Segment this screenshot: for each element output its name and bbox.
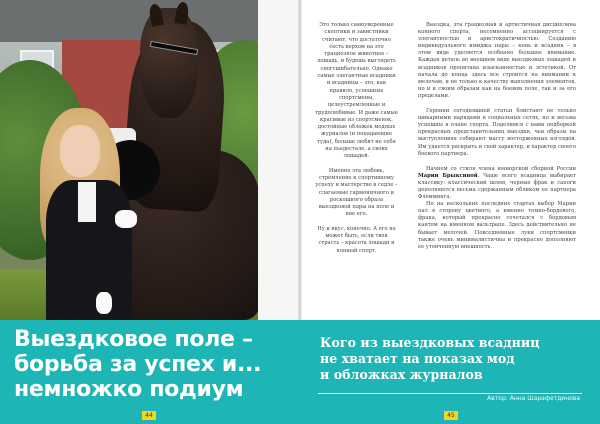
body-paragraph: Но на нескольких последних стартах выбор Марии пал в сторону цветного, а именно темно-бордового, фрака, который прекрасно сочетался с бордовым кантом на именном вальтрапе. Здесь действительно не бывает мелочей. Повседневные луки спортсменки также очень минималистичны и прекрасно дополняют ее утонченную внешность.: [418, 201, 576, 250]
middle-text-column: [315, 22, 398, 262]
left-headline: Выездковое поле – борьба за успех и... немножко подиум: [14, 327, 262, 402]
body-paragraph: Это только самоуверенные скептики и завистники считают, что достаточно сесть верхом на это грациозное животное – лошадь, и будешь выглядеть сногсшибательно. Однако самые элегантные всадники и всадницы – это, как правило, успешные спортсмены, целеустремленные и трудолюбивые. И даже самые красивые из спортсменок, достойные обложек модных журналов (и попадающие туда), больше любят не себя на пьедестале, а своих лошадей.: [315, 22, 398, 160]
rider-name: Марии Брыксиной: [418, 172, 478, 179]
body-paragraph: Именно эта любовь, стремление к спортивному успеху и мастерство в седле – слагаемые гармоничного и роскошного образа выездковой пары на поле и вне его.: [315, 167, 398, 218]
author-credit: Автор: Анна Шарафетдинова: [487, 395, 580, 402]
right-headline: Кого из выездковых всадниц не хватает на показах мод и обложках журналов: [320, 335, 540, 382]
right-text-column: [418, 22, 576, 251]
body-paragraph: Героини сегодняшней статьи блистают не только шикарными нарядами в социальных сетях, но и весьма успешны в плане спорта. Поделимся с вами подборкой прекрасных представительниц выездки, чьи образы на выступлениях собирают массу восторженных взглядов. Им удается раскрыть и свой характер, и характер своего боевого партнера.: [418, 108, 576, 157]
body-paragraph: Выездка, эта грациозная и артистичная дисциплина конного спорта, несомненно ассоциируется с элегантностью и аристократичностью. Созданию индивидуального имиджа пары – конь и всадник – в этом виде уделяется особенно большое внимание. Каждая деталь во внешнем виде выездковых лошадей и всадников пропитана изысканностью и эстетикой. От начала до конца здесь все строится на внимании к мелочам, и не только к качеству выполнения элементов, но и к своим образам как на боевом поле, так и за его пределами.: [418, 22, 576, 99]
body-paragraph: Начнем со стиля члена юниорской сборной России Марии Брыксиной. Чаще всего всадница выбирает классику: классический шлем, черные фрак и сапоги дополняются весьма сдержанным обликом ее партнера Флемминга.: [418, 165, 576, 201]
author-divider: [318, 393, 582, 394]
page-number-left: 44: [142, 411, 156, 420]
page-number-right: 45: [444, 411, 458, 420]
cover-photo-rider-with-horse: [0, 0, 258, 320]
body-paragraph: Ну и вкус, конечно. А его не может быть, если твоя страсть – красота лошади и конный спорт.: [317, 225, 396, 254]
